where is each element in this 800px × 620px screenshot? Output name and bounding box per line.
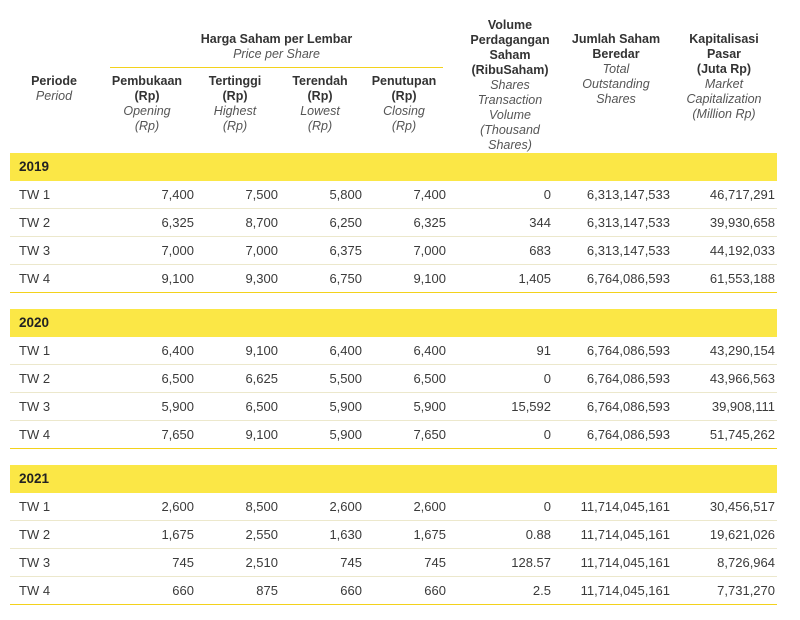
open-cell: 2,600 [161, 499, 194, 514]
close-cell: 5,900 [413, 399, 446, 414]
open-cell: 660 [172, 583, 194, 598]
outstanding-cell: 6,764,086,593 [586, 343, 670, 358]
volume-cell: 0 [543, 187, 551, 202]
table-row [10, 521, 777, 549]
header-high-id: Tertinggi (Rp) [208, 74, 262, 103]
table-row [10, 549, 777, 577]
high-cell: 6,625 [245, 371, 278, 386]
header-open-id: Pembukaan (Rp) [111, 74, 183, 103]
volume-cell: 0.88 [525, 527, 551, 542]
header-period [14, 74, 94, 104]
close-cell: 9,100 [413, 271, 446, 286]
volume-cell: 91 [536, 343, 551, 358]
low-cell: 2,600 [329, 499, 362, 514]
high-cell: 875 [256, 583, 278, 598]
table-row [10, 365, 777, 393]
header-outstanding-en: Total Outstanding Shares [582, 62, 650, 106]
year-label: 2019 [19, 159, 50, 174]
high-cell: 8,500 [245, 499, 278, 514]
header-market-cap [672, 32, 776, 122]
volume-cell: 1,405 [518, 271, 551, 286]
volume-cell: 15,592 [511, 399, 551, 414]
header-price-group-id: Harga Saham per Lembar [200, 32, 353, 46]
outstanding-cell: 6,313,147,533 [586, 187, 670, 202]
period-cell: TW 3 [19, 555, 51, 570]
period-cell: TW 4 [19, 583, 51, 598]
high-cell: 9,100 [245, 343, 278, 358]
open-cell: 1,675 [161, 527, 194, 542]
low-cell: 6,400 [329, 343, 362, 358]
period-cell: TW 2 [19, 527, 51, 542]
header-price-group [110, 32, 443, 62]
high-cell: 7,500 [245, 187, 278, 202]
volume-cell: 0 [543, 499, 551, 514]
table-row [10, 237, 777, 265]
year-band-2021 [10, 465, 777, 493]
high-cell: 2,550 [245, 527, 278, 542]
table-row [10, 421, 777, 449]
header-period-id: Periode [31, 74, 77, 88]
period-cell: TW 1 [19, 343, 51, 358]
period-cell: TW 4 [19, 271, 51, 286]
market-cap-cell: 46,717,291 [709, 187, 775, 202]
open-cell: 6,500 [161, 371, 194, 386]
high-cell: 9,300 [245, 271, 278, 286]
low-cell: 1,630 [329, 527, 362, 542]
high-cell: 7,000 [245, 243, 278, 258]
open-cell: 6,325 [161, 215, 194, 230]
year-label: 2021 [19, 471, 50, 486]
low-cell: 5,500 [329, 371, 362, 386]
low-cell: 660 [340, 583, 362, 598]
period-cell: TW 4 [19, 427, 51, 442]
header-high [195, 74, 275, 134]
outstanding-cell: 11,714,045,161 [580, 527, 670, 542]
close-cell: 745 [424, 555, 446, 570]
header-close [362, 74, 446, 134]
outstanding-cell: 11,714,045,161 [580, 555, 670, 570]
close-cell: 7,650 [413, 427, 446, 442]
close-cell: 2,600 [413, 499, 446, 514]
row-divider [10, 604, 777, 605]
period-cell: TW 1 [19, 499, 51, 514]
table-row [10, 493, 777, 521]
header-volume [460, 18, 560, 153]
row-divider [10, 292, 777, 293]
low-cell: 6,250 [329, 215, 362, 230]
volume-cell: 683 [529, 243, 551, 258]
header-volume-id: Volume Perdagangan Saham (RibuSaham) [470, 18, 550, 77]
header-market-cap-id: Kapitalisasi Pasar (Juta Rp) [689, 32, 759, 76]
header-market-cap-en: Market Capitalization (Million Rp) [686, 77, 762, 121]
market-cap-cell: 43,290,154 [709, 343, 775, 358]
open-cell: 5,900 [161, 399, 194, 414]
table-row [10, 577, 777, 605]
market-cap-cell: 30,456,517 [709, 499, 775, 514]
close-cell: 6,400 [413, 343, 446, 358]
volume-cell: 344 [529, 215, 551, 230]
open-cell: 6,400 [161, 343, 194, 358]
volume-cell: 2.5 [532, 583, 551, 598]
header-close-en: Closing (Rp) [383, 104, 425, 133]
open-cell: 7,650 [161, 427, 194, 442]
high-cell: 2,510 [245, 555, 278, 570]
year-label: 2020 [19, 315, 50, 330]
outstanding-cell: 11,714,045,161 [580, 499, 670, 514]
period-cell: TW 3 [19, 243, 51, 258]
header-high-en: Highest (Rp) [213, 104, 257, 133]
low-cell: 6,750 [329, 271, 362, 286]
period-cell: TW 3 [19, 399, 51, 414]
close-cell: 6,500 [413, 371, 446, 386]
market-cap-cell: 39,908,111 [711, 399, 775, 414]
low-cell: 6,375 [329, 243, 362, 258]
header-low [280, 74, 360, 134]
close-cell: 660 [424, 583, 446, 598]
volume-cell: 0 [543, 371, 551, 386]
market-cap-cell: 39,930,658 [709, 215, 775, 230]
open-cell: 7,000 [161, 243, 194, 258]
outstanding-cell: 6,764,086,593 [586, 427, 670, 442]
header-low-id: Terendah (Rp) [292, 74, 348, 103]
price-group-underline [110, 67, 443, 68]
header-period-en: Period [35, 89, 73, 103]
close-cell: 1,675 [413, 527, 446, 542]
open-cell: 9,100 [161, 271, 194, 286]
volume-cell: 128.57 [511, 555, 551, 570]
year-band-2019 [10, 153, 777, 181]
low-cell: 745 [340, 555, 362, 570]
close-cell: 6,325 [413, 215, 446, 230]
header-open-en: Opening (Rp) [123, 104, 171, 133]
table-row [10, 181, 777, 209]
high-cell: 9,100 [245, 427, 278, 442]
outstanding-cell: 6,764,086,593 [586, 399, 670, 414]
year-band-2020 [10, 309, 777, 337]
low-cell: 5,900 [329, 399, 362, 414]
market-cap-cell: 44,192,033 [709, 243, 775, 258]
market-cap-cell: 51,745,262 [709, 427, 775, 442]
header-close-id: Penutupan (Rp) [371, 74, 437, 103]
high-cell: 6,500 [245, 399, 278, 414]
open-cell: 7,400 [161, 187, 194, 202]
header-volume-en: Shares Transaction Volume (Thousand Shares) [477, 78, 543, 152]
close-cell: 7,000 [413, 243, 446, 258]
header-open [110, 74, 184, 134]
close-cell: 7,400 [413, 187, 446, 202]
low-cell: 5,900 [329, 427, 362, 442]
outstanding-cell: 6,764,086,593 [586, 271, 670, 286]
row-divider [10, 448, 777, 449]
high-cell: 8,700 [245, 215, 278, 230]
period-cell: TW 1 [19, 187, 51, 202]
header-low-en: Lowest (Rp) [300, 104, 340, 133]
outstanding-cell: 11,714,045,161 [580, 583, 670, 598]
outstanding-cell: 6,313,147,533 [586, 243, 670, 258]
table-row [10, 209, 777, 237]
market-cap-cell: 8,726,964 [717, 555, 775, 570]
market-cap-cell: 43,966,563 [709, 371, 775, 386]
outstanding-cell: 6,313,147,533 [586, 215, 670, 230]
open-cell: 745 [172, 555, 194, 570]
period-cell: TW 2 [19, 371, 51, 386]
header-outstanding [562, 32, 670, 107]
period-cell: TW 2 [19, 215, 51, 230]
table-row [10, 337, 777, 365]
market-cap-cell: 19,621,026 [709, 527, 775, 542]
table-row [10, 265, 777, 293]
market-cap-cell: 7,731,270 [717, 583, 775, 598]
header-outstanding-id: Jumlah Saham Beredar [571, 32, 661, 61]
outstanding-cell: 6,764,086,593 [586, 371, 670, 386]
low-cell: 5,800 [329, 187, 362, 202]
volume-cell: 0 [543, 427, 551, 442]
table-row [10, 393, 777, 421]
header-price-group-en: Price per Share [233, 47, 320, 61]
market-cap-cell: 61,553,188 [709, 271, 775, 286]
